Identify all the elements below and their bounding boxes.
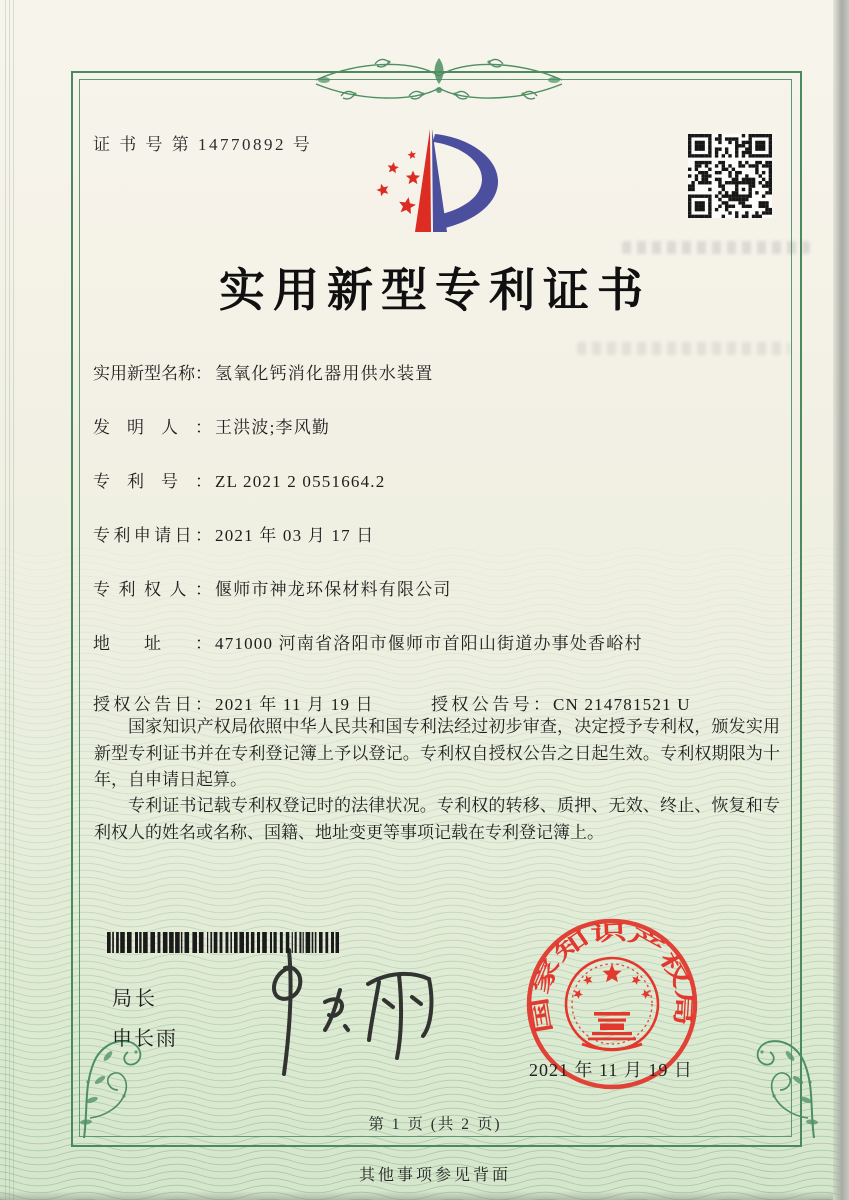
field-row-patentee (93, 578, 791, 601)
officer-name: 申长雨 (112, 1028, 178, 1050)
field-row-address (93, 632, 791, 655)
field-value: ZL 2021 2 0551664.2 (215, 472, 386, 491)
field-value: 2021 年 03 月 17 日 (215, 526, 375, 545)
logo-stars (377, 151, 421, 215)
certificate-number: 证 书 号 第 14770892 号 (93, 135, 313, 154)
back-side-note: 其他事项参见背面 (358, 1167, 511, 1184)
field-label: 地址： (93, 634, 212, 653)
field-value: 偃师市神龙环保材料有限公司 (215, 580, 452, 599)
grant-date-value: 2021 年 11 月 19 日 (215, 695, 374, 714)
seal-national-emblem (566, 958, 658, 1050)
seal-org-text: 国家知识产权局 (528, 920, 696, 1035)
certificate-title: 实用新型专利证书 (219, 265, 651, 316)
field-row-filing-date (93, 524, 791, 547)
officer-title: 局长 (112, 988, 158, 1010)
field-value: 471000 河南省洛阳市偃师市首阳山街道办事处香峪村 (215, 634, 643, 653)
top-dragon-ornament (308, 50, 570, 116)
legal-paragraph-2: 专利证书记载专利权登记时的法律状况。专利权的转移、质押、无效、终止、恢复和专利权人的姓名或名称、国籍、地址变更等事项记载在专利登记簿上。 (94, 796, 780, 842)
grant-no-label: 授权公告号： (431, 695, 550, 714)
bleed-through-text (577, 342, 790, 355)
page-number: 第 1 页 (共 2 页) (368, 1116, 502, 1133)
grant-no-value: CN 214781521 U (553, 695, 691, 714)
field-row-patent-no (93, 470, 791, 493)
handwritten-signature (232, 942, 467, 1082)
bleed-through-text (622, 241, 810, 254)
cnipa-logo (375, 124, 510, 242)
field-row-name (93, 362, 791, 385)
field-row-inventor (93, 416, 791, 439)
photo-edge-bottom (0, 1191, 833, 1200)
field-value: 氢氧化钙消化器用供水装置 (215, 364, 434, 383)
seal-date: 2021 年 11 月 19 日 (529, 1060, 693, 1080)
field-list (93, 362, 791, 686)
field-label: 实用新型名称： (93, 364, 212, 383)
paper-edge-lines (5, 0, 14, 1200)
qr-code (688, 134, 772, 218)
field-label: 专利申请日： (93, 526, 212, 545)
field-label: 发明人： (93, 418, 212, 437)
photo-edge-right (833, 0, 849, 1200)
grant-date-label: 授权公告日： (93, 695, 212, 714)
legal-paragraph-1: 国家知识产权局依照中华人民共和国专利法经过初步审查，决定授予专利权，颁发实用新型专利证书并在专利登记簿上予以登记。专利权自授权公告之日起生效。专利权期限为十年，自申请日起算。 (94, 717, 780, 789)
field-label: 专利权人： (93, 580, 212, 599)
field-value: 王洪波;李风勤 (215, 418, 331, 437)
grant-row (93, 690, 691, 715)
field-label: 专利号： (93, 472, 212, 491)
